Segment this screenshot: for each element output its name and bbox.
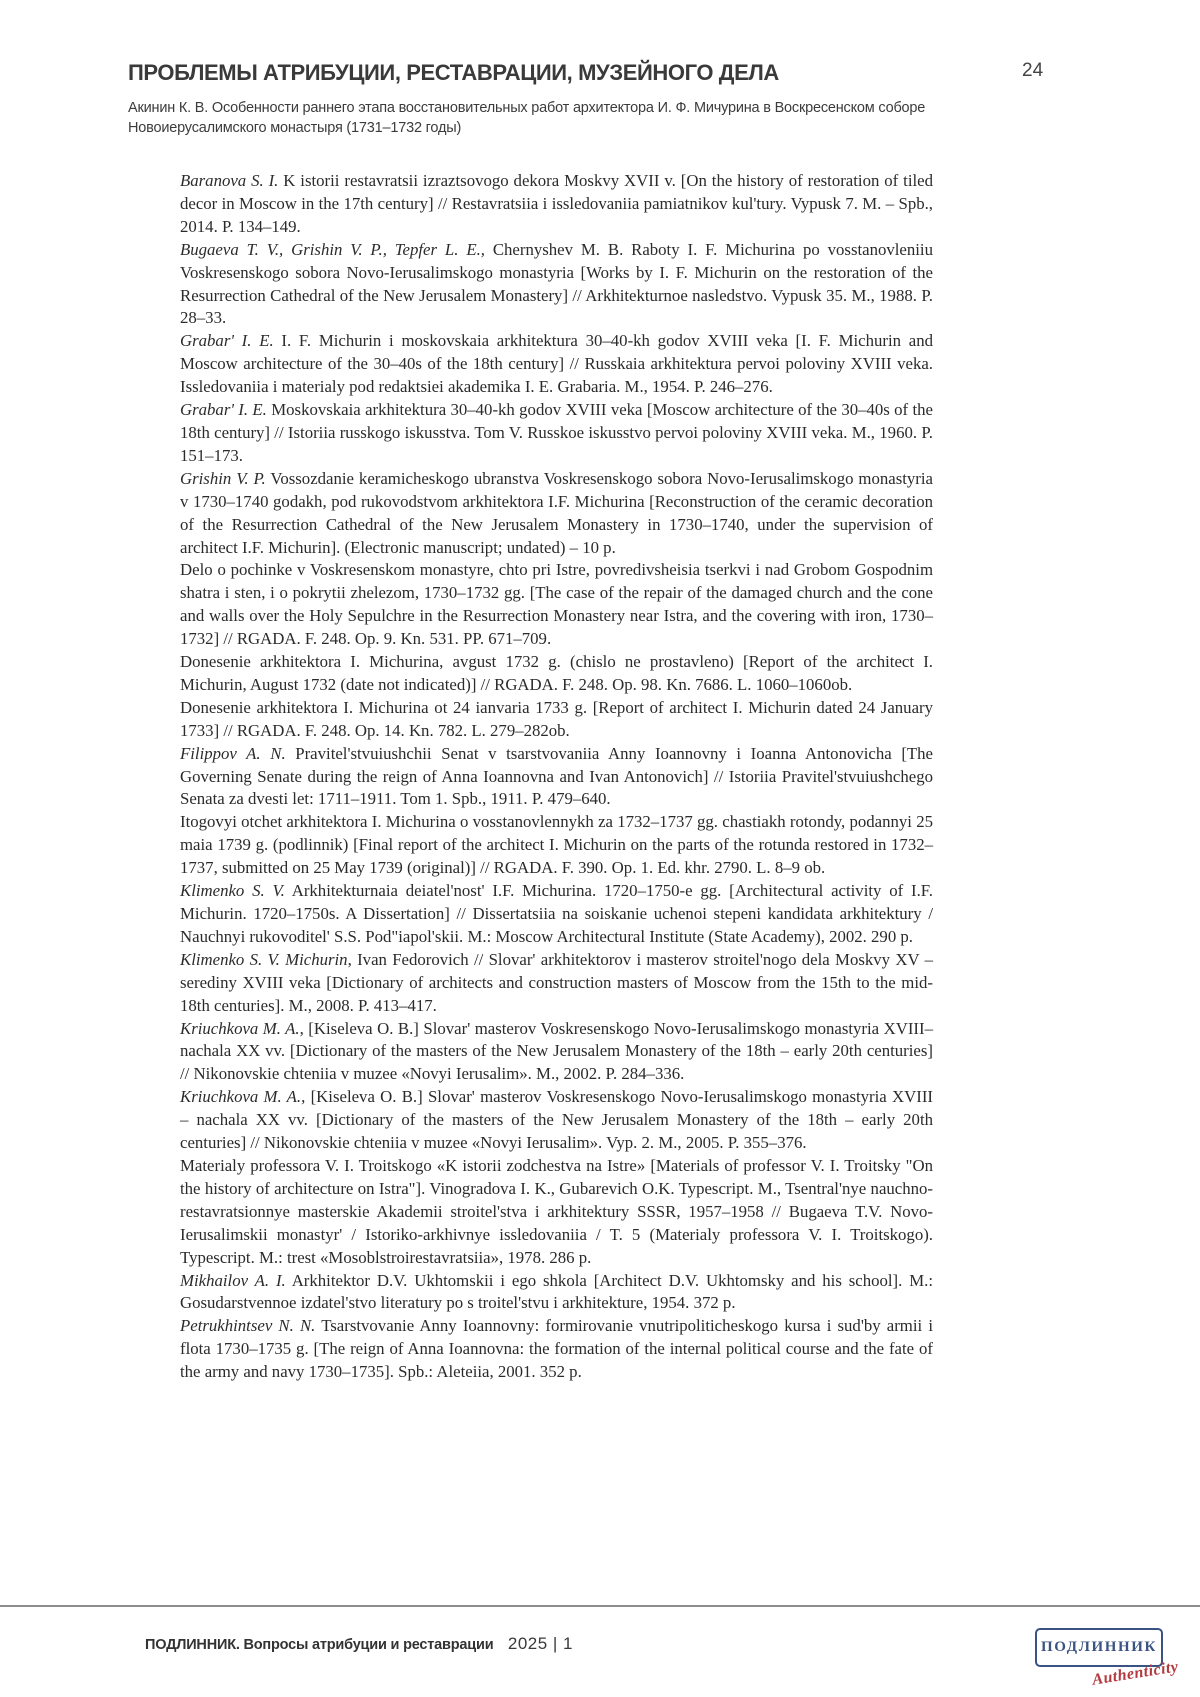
entry-text: Donesenie arkhitektora I. Michurina, avgust 1732 g. (chislo ne prostavleno) [Report of the architect I. Michurin, August 1732 (date not indicated)] // RGADA. F. 248. Op. 98. Kn. 7686. L. 1060–1060ob.: [180, 652, 933, 694]
entry-text: Itogovyi otchet arkhitektora I. Michurina o vosstanovlennykh za 1732–1737 gg. chastiakh rotondy, podannyi 25 maia 1739 g. (podlinnik) [Final report of the architect I. Michurin on the parts of the rotunda restored in 1732–1737, submitted on 25 May 1739 (original)] // RGADA. F. 390. Op. 1. Ed. khr. 2790. L. 8–9 ob.: [180, 812, 933, 878]
logo-script-text: Authenticity: [1091, 1658, 1180, 1689]
entry-text: Arkhitekturnaia deiatel'nost' I.F. Michurina. 1720–1750-e gg. [Architectural activity of I.F. Michurin. 1720–1750s. A Dissertation] // Dissertatsiia na soiskanie uchenoi stepeni kandidata arkhitektury / Nauchnyi rukovoditel' S.S. Pod"iapol'skii. M.: Moscow Architectural Institute (State Academy), 2002. 290 p.: [180, 881, 933, 946]
entry-authors: Filippov A. N.: [180, 743, 286, 763]
bibliography-entry: [180, 468, 933, 560]
entry-text: Tsarstvovanie Anny Ioannovny: formirovanie vnutripoliticheskogo kursa i sud'by armii i flota 1730–1735 g. [The reign of Anna Ioannovna: the formation of the internal political course and the fate of the army and navy 1730–1735]. Spb.: Aleteiia, 2001. 352 p.: [180, 1316, 933, 1382]
article-reference: Акинин К. В. Особенности раннего этапа восстановительных работ архитектора И. Ф. Мичурина в Воскресенском соборе Новоиерусалимского монастыря (1731–1732 годы): [128, 100, 926, 136]
entry-text: , [Kiseleva O. B.] Slovar' masterov Voskresenskogo Novo-Ierusalimskogo monastyria XVIII – nachala XX vv. [Dictionary of the masters of the New Jerusalem Monastery of the 18th – early 20th centuries] // Nikonovskie chteniia v muzee «Novyi Ierusalim». Vyp. 2. M., 2005. P. 355–376.: [180, 1087, 933, 1153]
entry-authors: Kriuchkova M. A.: [180, 1018, 300, 1038]
entry-text: Chernyshev M. B. Raboty I. F. Michurina po vosstanovleniiu Voskresenskogo sobora Novo-Ierusalimskogo monastyria [Works by I. F. Michurin on the restoration of the Resurrection Cathedral of the New Jerusalem Monastery] // Arkhitekturnoe nasledstvo. Vypusk 35. M., 1988. P. 28–33.: [180, 239, 933, 328]
entry-authors: Klimenko S. V. Michurin: [180, 949, 348, 969]
entry-text: Vossozdanie keramicheskogo ubranstva Voskresenskogo sobora Novo-Ierusalimskogo monastyria v 1730–1740 godakh, pod rukovodstvom arkhitektora I.F. Michurina [Reconstruction of the ceramic decoration of the Resurrection Cathedral of the New Jerusalem Monastery in 1730–1740, under the supervision of architect I.F. Michurin]. (Electronic manuscript; undated) – 10 p.: [180, 468, 933, 557]
entry-text: Pravitel'stvuiushchii Senat v tsarstvovaniia Anny Ioannovny i Ioanna Antonovicha [The Governing Senate during the reign of Anna Ioannovna and Ivan Antonovich] // Istoriia Pravitel'stvuiushchego Senata za dvesti let: 1711–1911. Tom 1. Spb., 1911. P. 479–640.: [180, 743, 933, 809]
bibliography-entry: [180, 170, 933, 239]
entry-text: Materialy professora V. I. Troitskogo «K istorii zodchestva na Istre» [Materials of professor V. I. Troitsky "On the history of architecture on Istra"]. Vinogradova I. K., Gubarevich O.K. Typescript. M., Tsentral'nye nauchno-restavratsionnye masterskie Akademii stroitel'stva i arkhitektury SSSR, 1957–1958 // Bugaeva T.V. Novo-Ierusalimskii monastyr' / Istoriko-arkhivnye issledovaniia / T. 5 (Materialy professora V. I. Troitskogo). Typescript. M.: trest «Mosoblstroirestavratsiia», 1978. 286 p.: [180, 1155, 933, 1267]
entry-authors: Grabar' I. E.: [180, 331, 274, 351]
bibliography-entry: [180, 1018, 933, 1087]
footer-imprint: [145, 1634, 573, 1654]
bibliography-entry: [180, 949, 933, 1018]
entry-authors: Klimenko S. V.: [180, 881, 285, 901]
bibliography-entry: [180, 239, 933, 331]
entry-authors: Mikhailov A. I.: [180, 1270, 286, 1290]
bibliography-entry: [180, 559, 933, 651]
bibliography-entry: [180, 1315, 933, 1384]
bibliography-entry: [180, 811, 933, 880]
entry-authors: Bugaeva T. V., Grishin V. P., Tepfer L. E.,: [180, 239, 485, 259]
bibliography-entry: [180, 1270, 933, 1316]
bibliography-entry: [180, 330, 933, 399]
entry-text: , [Kiseleva O. B.] Slovar' masterov Voskresenskogo Novo-Ierusalimskogo monastyria XVIII–nachala XX vv. [Dictionary of the masters of the New Jerusalem Monastery of the 18th – early 20th centuries] // Nikonovskie chteniia v muzee «Novyi Ierusalim». M., 2002. P. 284–336.: [180, 1018, 933, 1084]
bibliography-entry: [180, 399, 933, 468]
publisher-logo: [1035, 1628, 1180, 1689]
entry-text: Delo o pochinke v Voskresenskom monastyre, chto pri Istre, povredivsheisia tserkvi i nad Grobom Gospodnim shatra i sten, i o pokrytii zhelezom, 1730–1732 gg. [The case of the repair of the damaged church and the cone and walls over the Holy Sepulchre in the Resurrection Monastery near Istra, and the covering with iron, 1730–1732] // RGADA. F. 248. Op. 9. Kn. 531. PP. 671–709.: [180, 560, 933, 649]
bibliography-list: [180, 170, 933, 1384]
footer-divider: [0, 1605, 1200, 1607]
issue-number: 2025 | 1: [507, 1634, 574, 1653]
entry-text: Donesenie arkhitektora I. Michurina ot 24 ianvaria 1733 g. [Report of architect I. Michurin dated 24 January 1733] // RGADA. F. 248. Op. 14. Kn. 782. L. 279–282ob.: [180, 697, 933, 740]
entry-text: Arkhitektor D.V. Ukhtomskii i ego shkola [Architect D.V. Ukhtomsky and his school]. M.: Gosudarstvennoe izdatel'stvo literatury po s troitel'stvu i arkhitekture, 1954. 372 p.: [180, 1270, 933, 1313]
bibliography-entry: [180, 697, 933, 743]
entry-authors: Baranova S. I.: [180, 171, 279, 190]
entry-text: , Ivan Fedorovich // Slovar' arkhitektorov i masterov stroitel'nogo dela Moskvy XV – serediny XVIII veka [Dictionary of architects and construction masters of Moscow from the 15th to the mid-18th centuries]. M., 2008. P. 413–417.: [180, 949, 933, 1015]
bibliography-entry: [180, 743, 933, 812]
logo-wordmark: ПОДЛИННИК: [1035, 1628, 1163, 1667]
entry-authors: Grishin V. P.: [180, 468, 266, 488]
bibliography-entry: [180, 1086, 933, 1155]
bibliography-entry: [180, 651, 933, 697]
bibliography-entry: [180, 880, 933, 949]
entry-authors: Grabar' I. E.: [180, 400, 267, 420]
entry-text: I. F. Michurin i moskovskaia arkhitektura 30–40-kh godov XVIII veka [I. F. Michurin and Moscow architecture of the 30–40s of the 18th century] // Russkaia arkhitektura pervoi poloviny XVIII veka. Issledovaniia i materialy pod redaktsiei akademika I. E. Grabaria. M., 1954. P. 246–276.: [180, 331, 933, 397]
entry-text: K istorii restavratsii izraztsovogo dekora Moskvy XVII v. [On the history of restoration of tiled decor in Moscow in the 17th century] // Restavratsiia i issledovaniia pamiatnikov kul'tury. Vypusk 7. M. – Spb., 2014. P. 134–149.: [180, 171, 933, 236]
entry-authors: Kriuchkova M. A.: [180, 1087, 302, 1107]
bibliography-entry: [180, 1155, 933, 1270]
entry-authors: Petrukhintsev N. N.: [180, 1316, 316, 1336]
entry-text: Moskovskaia arkhitektura 30–40-kh godov XVIII veka [Moscow architecture of the 30–40s of the 18th century] // Istoriia russkogo iskusstva. Tom V. Russkoe iskusstvo pervoi poloviny XVIII veka. M., 1960. P. 151–173.: [180, 400, 933, 465]
page-number: 24: [1022, 60, 1044, 81]
section-title: ПРОБЛЕМЫ АТРИБУЦИИ, РЕСТАВРАЦИИ, МУЗЕЙНОГО ДЕЛА: [128, 60, 779, 85]
journal-title: ПОДЛИННИК. Вопросы атрибуции и реставрации: [145, 1637, 494, 1653]
